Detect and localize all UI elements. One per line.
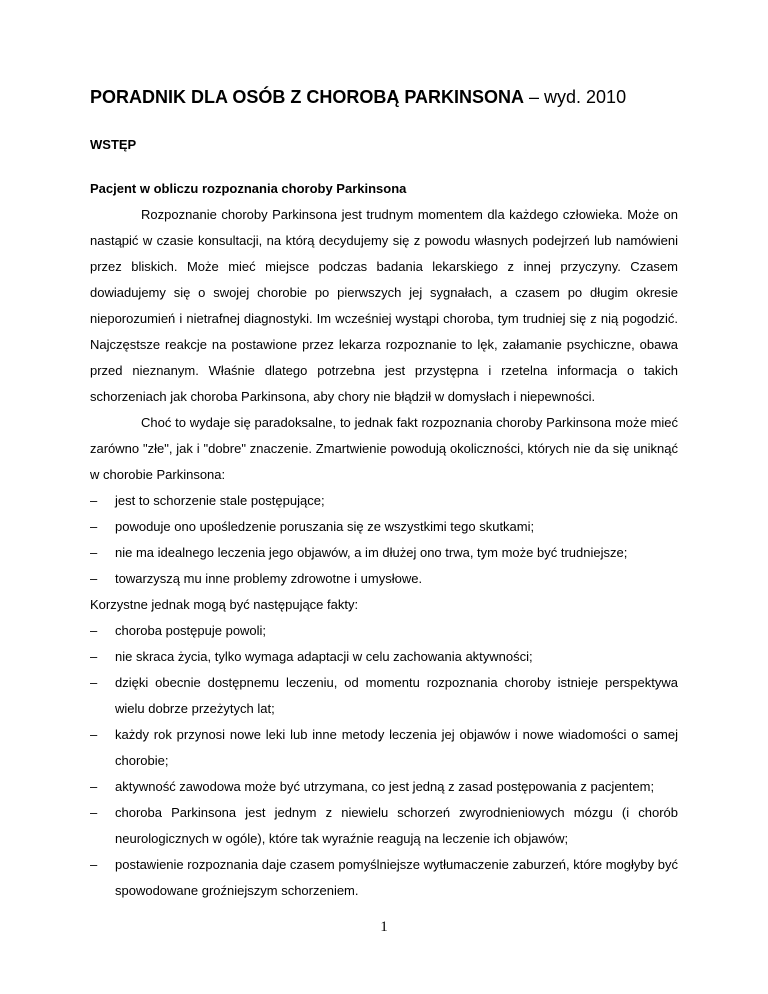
list-item [90, 514, 678, 540]
dash-marker: – [90, 519, 98, 534]
dash-marker: – [90, 623, 98, 638]
section-heading: WSTĘP [90, 137, 137, 152]
list-item [90, 670, 678, 722]
list-item-text: aktywność zawodowa może być utrzymana, co jest jedną z zasad postępowania z pacjentem; [115, 779, 655, 794]
dash-marker: – [90, 779, 98, 794]
dash-marker: – [90, 857, 98, 872]
dash-marker: – [90, 805, 98, 820]
positives-list [90, 618, 678, 904]
document-title-main: PORADNIK DLA OSÓB Z CHOROBĄ PARKINSONA [90, 87, 525, 107]
document-body [90, 176, 678, 904]
list-item-text: choroba postępuje powoli; [115, 623, 267, 638]
list-item [90, 566, 678, 592]
dash-marker: – [90, 545, 98, 560]
list-item-text: powoduje ono upośledzenie poruszania się ze wszystkimi tego skutkami; [115, 519, 535, 534]
page-number: 1 [380, 919, 388, 935]
dash-marker: – [90, 649, 98, 664]
list-item-text: postawienie rozpoznania daje czasem pomyślniejsze wytłumaczenie zaburzeń, które mogłyby być spowodowane groźniejszym schorzeniem. [115, 857, 678, 898]
list-item-text: towarzyszą mu inne problemy zdrowotne i umysłowe. [115, 571, 423, 586]
list-item-text: nie skraca życia, tylko wymaga adaptacji w celu zachowania aktywności; [115, 649, 533, 664]
list-item [90, 488, 678, 514]
list-item [90, 774, 678, 800]
list-item-text: nie ma idealnego leczenia jego objawów, a im dłużej ono trwa, tym może być trudniejsze; [115, 545, 628, 560]
list-item [90, 540, 678, 566]
dash-marker: – [90, 571, 98, 586]
dash-marker: – [90, 675, 98, 690]
list-item [90, 618, 678, 644]
list-item-text: dzięki obecnie dostępnemu leczeniu, od momentu rozpoznania choroby istnieje perspektywa wielu dobrze przeżytych lat; [115, 675, 678, 716]
dash-marker: – [90, 493, 98, 508]
positives-intro: Korzystne jednak mogą być następujące fakty: [90, 597, 359, 612]
document-title-edition: – wyd. 2010 [524, 87, 627, 107]
list-item [90, 644, 678, 670]
list-item-text: jest to schorzenie stale postępujące; [115, 493, 325, 508]
subheading: Pacjent w obliczu rozpoznania choroby Parkinsona [90, 181, 407, 196]
paragraph-2: Choć to wydaje się paradoksalne, to jednak fakt rozpoznania choroby Parkinsona może mieć zarówno "złe", jak i "dobre" znaczenie. Zmartwienie powodują okoliczności, których nie da się uniknąć w chorobie Parkinsona: [90, 415, 678, 482]
list-item [90, 722, 678, 774]
list-item [90, 852, 678, 904]
dash-marker: – [90, 727, 98, 742]
list-item-text: choroba Parkinsona jest jednym z niewielu schorzeń zwyrodnieniowych mózgu (i chorób neurologicznych w ogóle), które tak wyraźnie reagują na leczenie ich objawów; [115, 805, 678, 846]
list-item-text: każdy rok przynosi nowe leki lub inne metody leczenia jej objawów i nowe wiadomości o samej chorobie; [115, 727, 678, 768]
document-title [90, 86, 690, 108]
concerns-list [90, 488, 678, 592]
paragraph-1: Rozpoznanie choroby Parkinsona jest trudnym momentem dla każdego człowieka. Może on nastąpić w czasie konsultacji, na którą decydujemy się z powodu własnych podejrzeń lub namówieni przez bliskich. Może mieć miejsce podczas badania lekarskiego z innej przyczyny. Czasem dowiadujemy się o swojej chorobie po pierwszych jej sygnałach, a czasem po długim okresie nieporozumień i nietrafnej diagnostyki. Im wcześniej wystąpi choroba, tym trudniej się z nią pogodzić. Najczęstsze reakcje na postawione przez lekarza rozpoznanie to lęk, załamanie psychiczne, obawa przed nieznanym. Właśnie dlatego potrzebna jest przystępna i rzetelna informacja o takich schorzeniach jak choroba Parkinsona, aby chory nie błądził w domysłach i niepewności. [90, 207, 678, 404]
list-item [90, 800, 678, 852]
